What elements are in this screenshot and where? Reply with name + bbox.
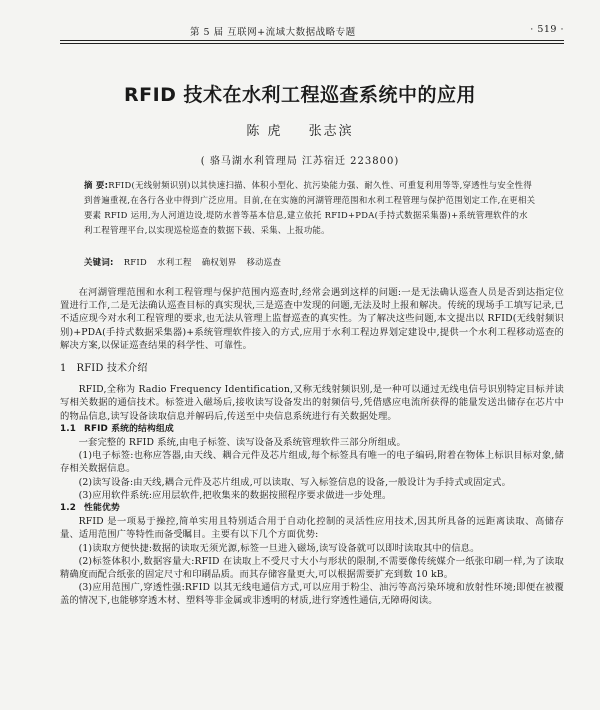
header-rule-thin — [60, 43, 564, 44]
body-text — [60, 286, 564, 608]
paragraph: 一套完整的 RFID 系统,由电子标签、读写设备及系统管理软件三部分所组成。 — [78, 437, 406, 449]
paragraph: (1)读取方便快捷:数据的读取无须光源,标签一旦进入磁场,读写设备就可以即时读取其中的信息。 — [78, 542, 480, 554]
section-heading — [60, 362, 564, 375]
author-affiliation: ( 骆马湖水利管理局 江苏宿迁 223800) — [200, 156, 400, 167]
section-title: RFID 技术介绍 — [76, 363, 148, 375]
keyword: 移动巡查 — [246, 257, 282, 267]
section-number: 1 — [60, 363, 67, 375]
subsection-title: RFID 系统的结构组成 — [84, 423, 174, 434]
subsection-title: 性能优势 — [84, 503, 120, 514]
paragraph: RFID,全称为 Radio Frequency Identification,又称无线射频识别,是一种可以通过无线电信号识别特定目标并读写相关数据的通信技术。标签进入磁场后,接收读写设备发出的射频信号,凭借感应电流所获得的能量发送出储存在芯片中的物品信息,读写设备读取信息并解码后,传送至中央信息系统进行有关数据处理。 — [60, 384, 564, 422]
subsection-number: 1.1 — [60, 423, 77, 434]
paragraph: RFID 是一项易于操控,简单实用且特别适合用于自动化控制的灵活性应用技术,因其所具备的远距离读取、高储存量、适用范围广等特性而备受瞩目。主要有以下几个方面优势: — [60, 516, 564, 541]
abstract — [84, 178, 536, 238]
author-name: 张志滨 — [308, 124, 354, 139]
paragraph: (2)读写设备:由天线,耦合元件及芯片组成,可以读取、写入标签信息的设备,一般设计为手持式或固定式。 — [78, 476, 512, 488]
paragraph: (3)应用范围广,穿透性强:RFID 以其无线电通信方式,可以应用于粉尘、油污等高污染环境和放射性环境;即便在被覆盖的情况下,也能够穿透木材、塑料等非金属或非透明的材质,进行穿透性通信,无障碍阅读。 — [60, 582, 564, 607]
author-list — [0, 120, 600, 139]
paragraph: (3)应用软件系统:应用层软件,把收集来的数据按照程序要求做进一步处理。 — [78, 489, 392, 501]
subsection-heading — [60, 423, 564, 436]
subsection-number: 1.2 — [60, 503, 77, 514]
paragraph: (2)标签体积小,数据容量大:RFID 在读取上不受尺寸大小与形状的限制,不需要像传统媒介一纸张印刷一样,为了读取精确度而配合纸张的固定尺寸和印刷品质。而其存储容量更大,可以根据需要扩充到数 10 kB。 — [60, 555, 564, 581]
paper-title: RFID 技术在水利工程巡查系统中的应用 — [123, 84, 477, 106]
author-name: 陈 虎 — [246, 124, 283, 139]
running-header — [60, 24, 564, 40]
abstract-label: 摘 要: — [84, 180, 109, 190]
keywords-label: 关键词: — [84, 257, 114, 267]
paragraph: (1)电子标签:也称应答器,由天线、耦合元件及芯片组成,每个标签具有唯一的电子编码,附着在物体上标识目标对象,储存相关数据信息。 — [60, 450, 564, 475]
keyword: 确权划界 — [201, 257, 237, 267]
abstract-text: RFID(无线射频识别)以其快速扫描、体积小型化、抗污染能力强、耐久性、可重复利用等等,穿透性与安全性得到普遍重视,在各行各业中得到广泛应用。目前,在在实施的河湖管理范围和水利工程管理与保护范围划定工作,在更相关要素 RFID 运用,为人河道边设,堤防水普等基本信息,建立依托 RFID+PDA(手持式数据采集器)+系统管理软件的水利工程管理平台,以实现巡检巡查的数据下载、采集、上报功能。 — [84, 180, 536, 235]
keyword: RFID — [123, 257, 148, 267]
header-page-number: · 519 · — [530, 24, 564, 35]
subsection-heading — [60, 502, 564, 515]
header-journal-text: 第 5 届 互联网+流域大数据战略专题 — [190, 27, 356, 38]
header-rule-thick — [60, 40, 564, 41]
keyword: 水利工程 — [157, 257, 192, 267]
intro-paragraph: 在河湖管理范围和水利工程管理与保护范围内巡查时,经常会遇到这样的问题:一是无法确认巡查人员是否到达指定位置进行工作,二是无法确认巡查目标的真实现状,三是巡查中发现的问题,无法及时上报和解决。传统的现场手工填写记录,已不适应现今对水利工程管理的要求,也无法从管理上监督巡查的真实性。为了解决这些问题,本文提出以 RFID(无线射频识别)+PDA(手持式数据采集器)+系统管理软件接入的方式,应用于水利工程边界划定建设中,提供一个水利工程移动巡查的解决方案,以保证巡查结果的科学性、可靠性。 — [60, 287, 564, 351]
keywords — [84, 256, 536, 268]
